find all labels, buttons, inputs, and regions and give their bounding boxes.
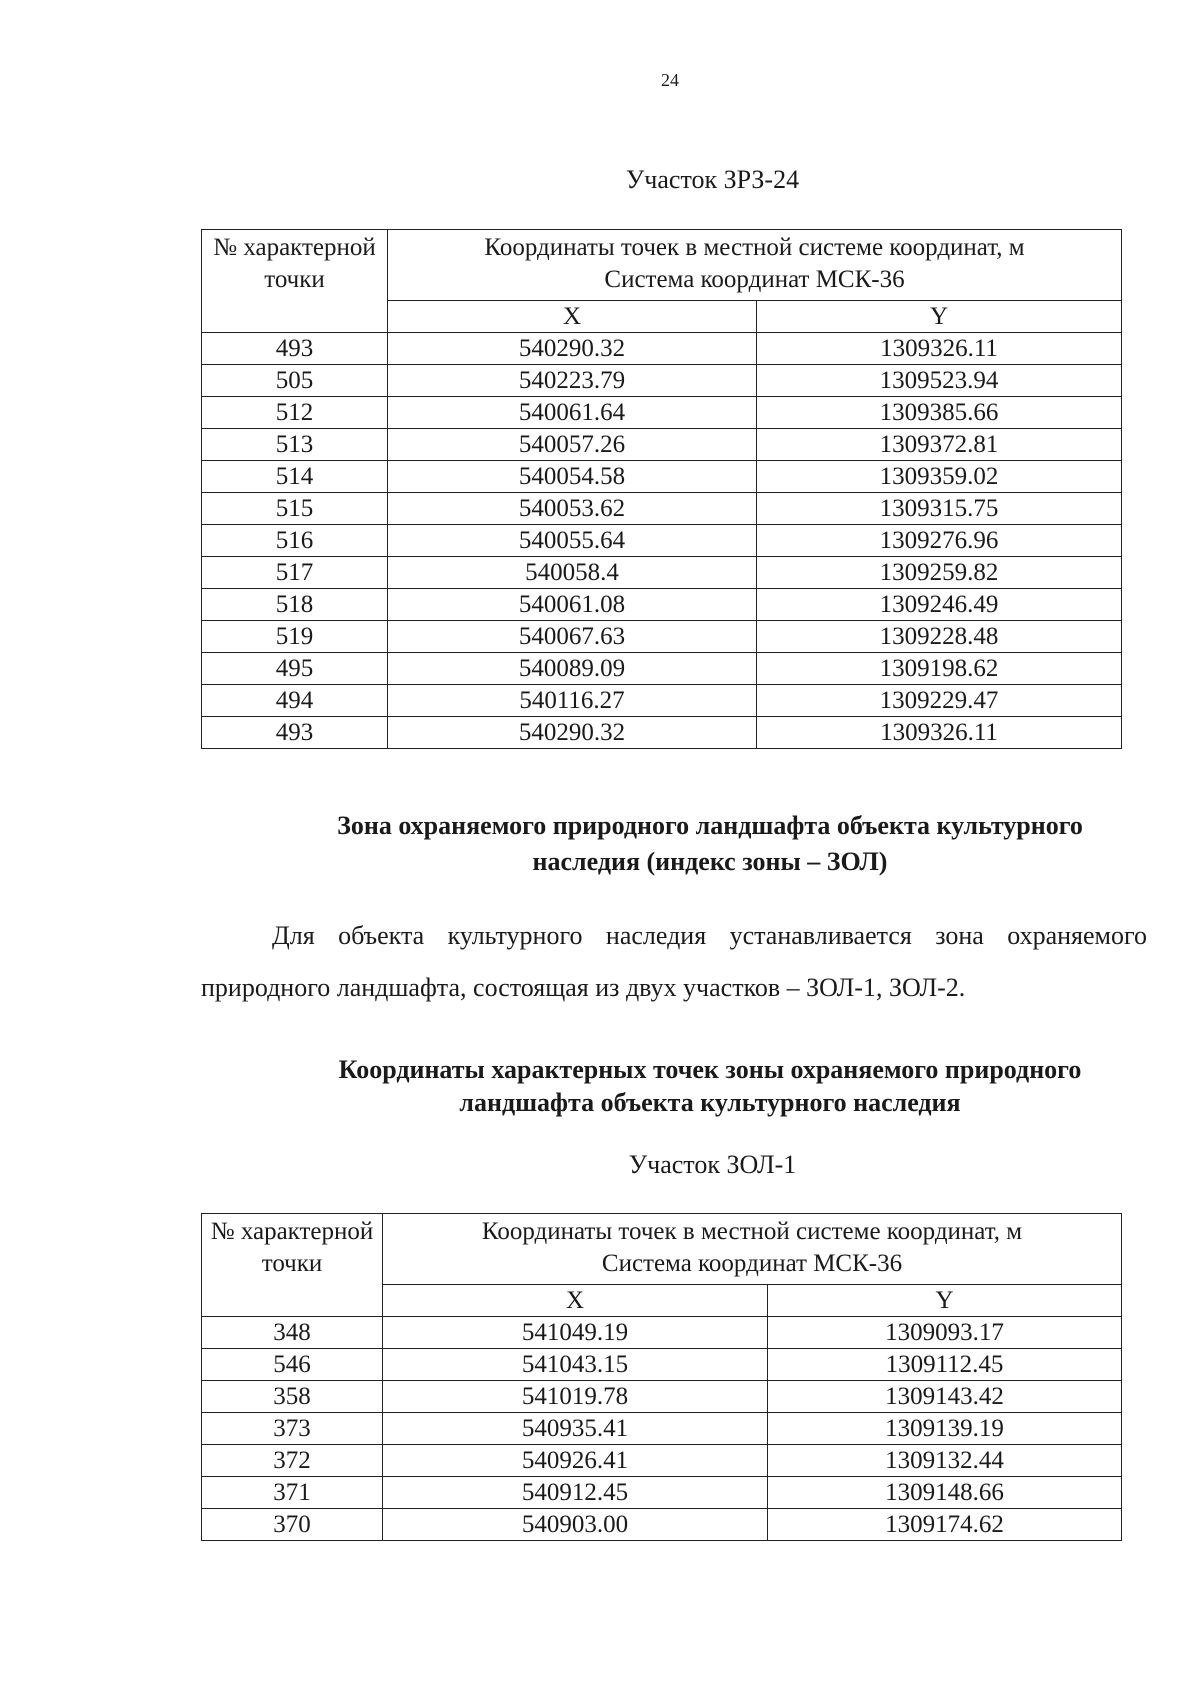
cell-point-number: 505 [202, 365, 388, 397]
cell-point-number: 517 [202, 557, 388, 589]
header-coordinates [383, 1214, 1122, 1285]
cell-x: 540053.62 [388, 493, 757, 525]
cell-x: 540061.08 [388, 589, 757, 621]
zone-description-paragraph: Для объекта культурного наследия устанавливается зона охраняемого природного ландшафта, состоящая из двух участков – ЗОЛ-1, ЗОЛ-2. [201, 921, 1147, 1002]
cell-point-number: 371 [202, 1477, 383, 1509]
zone-heading [280, 808, 1140, 880]
cell-x: 540290.32 [388, 333, 757, 365]
coordinates-table-zol-1 [201, 1213, 1122, 1541]
table-row [202, 557, 1122, 589]
cell-x: 540089.09 [388, 653, 757, 685]
cell-y: 1309228.48 [757, 621, 1122, 653]
cell-x: 541049.19 [383, 1317, 768, 1349]
cell-y: 1309093.17 [768, 1317, 1122, 1349]
cell-point-number: 348 [202, 1317, 383, 1349]
header-coordinates-line1: Координаты точек в местной системе координат, м [481, 1218, 1023, 1245]
cell-point-number: 516 [202, 525, 388, 557]
cell-x: 540912.45 [383, 1477, 768, 1509]
table-row [202, 1349, 1122, 1381]
cell-point-number: 373 [202, 1413, 383, 1445]
header-x: X [383, 1285, 768, 1317]
cell-x: 541043.15 [383, 1349, 768, 1381]
table-row [202, 1317, 1122, 1349]
cell-x: 540116.27 [388, 685, 757, 717]
cell-point-number: 358 [202, 1381, 383, 1413]
cell-point-number: 514 [202, 461, 388, 493]
cell-y: 1309276.96 [757, 525, 1122, 557]
header-point-number: № характерной точки [202, 230, 388, 333]
table-row [202, 1413, 1122, 1445]
cell-x: 540058.4 [388, 557, 757, 589]
cell-y: 1309372.81 [757, 429, 1122, 461]
cell-y: 1309246.49 [757, 589, 1122, 621]
cell-y: 1309198.62 [757, 653, 1122, 685]
table-row [202, 685, 1122, 717]
cell-point-number: 493 [202, 717, 388, 749]
table-row [202, 461, 1122, 493]
cell-y: 1309385.66 [757, 397, 1122, 429]
header-coordinates-line1: Координаты точек в местной системе координат, м [484, 234, 1025, 261]
coordinates-heading-line1: Координаты характерных точек зоны охраняемого природного [338, 1055, 1082, 1084]
header-x: X [388, 301, 757, 333]
header-y: Y [757, 301, 1122, 333]
cell-x: 540067.63 [388, 621, 757, 653]
cell-point-number: 512 [202, 397, 388, 429]
table-row [202, 1509, 1122, 1541]
table-row [202, 365, 1122, 397]
cell-y: 1309148.66 [768, 1477, 1122, 1509]
zone-heading-line1: Зона охраняемого природного ландшафта объекта культурного [337, 811, 1083, 840]
cell-point-number: 546 [202, 1349, 383, 1381]
header-coordinate-system: Система координат МСК-36 [601, 1250, 903, 1277]
cell-point-number: 370 [202, 1509, 383, 1541]
header-y: Y [768, 1285, 1122, 1317]
cell-y: 1309139.19 [768, 1413, 1122, 1445]
coordinates-table-zrz-24 [201, 229, 1122, 749]
table-row [202, 653, 1122, 685]
page-number: 24 [661, 70, 679, 90]
table-row [202, 525, 1122, 557]
cell-y: 1309259.82 [757, 557, 1122, 589]
header-coordinate-system: Система координат МСК-36 [604, 266, 905, 293]
cell-x: 541019.78 [383, 1381, 768, 1413]
cell-y: 1309523.94 [757, 365, 1122, 397]
cell-point-number: 518 [202, 589, 388, 621]
cell-x: 540935.41 [383, 1413, 768, 1445]
coordinates-heading [280, 1053, 1140, 1119]
cell-x: 540061.64 [388, 397, 757, 429]
cell-point-number: 495 [202, 653, 388, 685]
cell-y: 1309315.75 [757, 493, 1122, 525]
cell-y: 1309326.11 [757, 333, 1122, 365]
section-title-zol-1: Участок ЗОЛ-1 [628, 1150, 797, 1179]
section-title-zrz-24: Участок ЗРЗ-24 [625, 165, 800, 194]
cell-y: 1309143.42 [768, 1381, 1122, 1413]
table-row [202, 1381, 1122, 1413]
cell-point-number: 513 [202, 429, 388, 461]
zone-heading-line2: наследия (индекс зоны – ЗОЛ) [532, 847, 888, 876]
cell-y: 1309112.45 [768, 1349, 1122, 1381]
cell-x: 540055.64 [388, 525, 757, 557]
table-row [202, 397, 1122, 429]
cell-point-number: 372 [202, 1445, 383, 1477]
cell-x: 540290.32 [388, 717, 757, 749]
cell-y: 1309132.44 [768, 1445, 1122, 1477]
cell-point-number: 493 [202, 333, 388, 365]
table-row [202, 1445, 1122, 1477]
table-row [202, 333, 1122, 365]
table-row [202, 493, 1122, 525]
table-row [202, 621, 1122, 653]
cell-y: 1309359.02 [757, 461, 1122, 493]
table-row [202, 1477, 1122, 1509]
cell-x: 540054.58 [388, 461, 757, 493]
cell-y: 1309326.11 [757, 717, 1122, 749]
table-row [202, 717, 1122, 749]
header-coordinates [388, 230, 1122, 301]
cell-x: 540223.79 [388, 365, 757, 397]
table-row [202, 429, 1122, 461]
cell-y: 1309174.62 [768, 1509, 1122, 1541]
cell-x: 540057.26 [388, 429, 757, 461]
header-point-number: № характерной точки [202, 1214, 383, 1317]
cell-x: 540926.41 [383, 1445, 768, 1477]
table-row [202, 589, 1122, 621]
cell-y: 1309229.47 [757, 685, 1122, 717]
cell-x: 540903.00 [383, 1509, 768, 1541]
cell-point-number: 515 [202, 493, 388, 525]
cell-point-number: 519 [202, 621, 388, 653]
cell-point-number: 494 [202, 685, 388, 717]
coordinates-heading-line2: ландшафта объекта культурного наследия [459, 1088, 961, 1117]
